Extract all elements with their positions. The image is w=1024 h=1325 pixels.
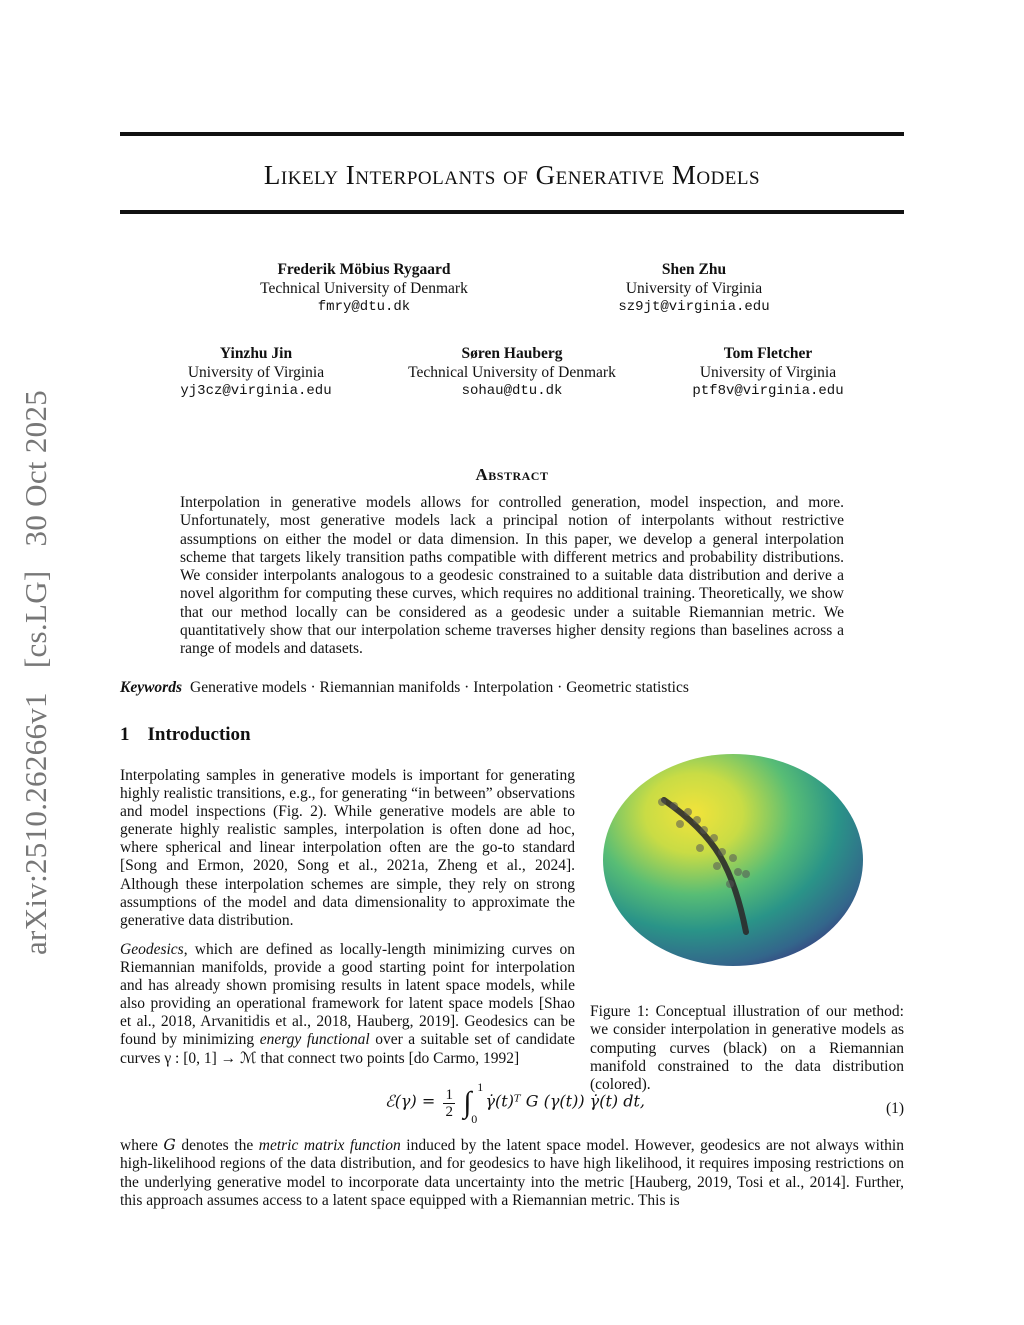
continuation-paragraph: where G denotes the metric matrix function induced by the latent space model. However, geodesics are not always within high-likelihood regions of the data distribution, and for geodesics to have high likelihood, it requires imposing restrictions on the underlying generative model to incorporate data uncertainty into the metric [Hauberg, 2019, Tosi et al., 2014]. Further, this approach assumes access to a latent space equipped with a Riemannian metric. This is: [120, 1136, 904, 1209]
author-email[interactable]: sz9jt@virginia.edu: [618, 299, 770, 315]
term-geodesics: Geodesics: [120, 941, 184, 958]
author-name: Shen Zhu: [661, 261, 727, 278]
author-email[interactable]: fmry@dtu.dk: [317, 299, 411, 315]
keywords-line: [120, 679, 904, 697]
figure-1-sphere: [602, 754, 864, 968]
author-email[interactable]: yj3cz@virginia.edu: [180, 383, 332, 399]
keywords-text: Generative models · Riemannian manifolds · Interpolation · Geometric statistics: [190, 679, 689, 696]
paper-title: Likely Interpolants of Generative Models: [263, 160, 761, 190]
author-name: Søren Hauberg: [461, 345, 563, 362]
author-name: Frederik Möbius Rygaard: [277, 261, 451, 278]
arxiv-date: 30 Oct 2025: [18, 389, 53, 547]
intro-paragraph-2: Geodesics, which are defined as locally-length minimizing curves on Riemannian manifolds, provide a good starting point for interpolation and has already shown promising results in latent space models, while also providing an operational framework for latent space models [Shao et al., 2018, Arvanitidis et al., 2018, Hauberg, 2019]. Geodesics can be found by minimizing energy functional over a suitable set of candidate curves γ : [0, 1] → ℳ that connect two points [do Carmo, 1992]: [120, 941, 575, 1067]
title-bottom-rule: [120, 210, 904, 214]
figure-1-caption: Figure 1: Conceptual illustration of our method: we consider interpolation in generative models as computing curves (black) on a Riemannian manifold constrained to the data distribution (colored).: [590, 1003, 904, 1094]
equation-integral: ∫ 1 0: [463, 1080, 484, 1126]
author-affiliation: University of Virginia: [699, 364, 837, 381]
author-block: [392, 344, 632, 401]
equation-1: [385, 1080, 645, 1126]
section-number: 1: [120, 724, 130, 745]
title-top-rule: [120, 132, 904, 136]
author-email[interactable]: ptf8v@virginia.edu: [692, 383, 844, 399]
author-block: [156, 344, 356, 401]
author-affiliation: Technical University of Denmark: [260, 280, 468, 297]
author-block: [234, 260, 494, 317]
author-affiliation: University of Virginia: [187, 364, 325, 381]
author-email[interactable]: sohau@dtu.dk: [461, 383, 563, 399]
term-energy-functional: energy functional: [259, 1031, 370, 1049]
abstract-text: Interpolation in generative models allows for controlled generation, model inspection, and more. Unfortunately, most generative models lack a principal notion of interpolants without restrictive assumptions on either the model or data dimension. In this paper, we develop a general interpolation scheme that targets likely transition paths compatible with different metrics and probability distributions. We consider interpolants analogous to a geodesic constrained to a suitable data distribution and derive a novel algorithm for computing these curves, which requires no additional training. Theoretically, we show that our method locally can be considered as a geodesic under a suitable Riemannian metric. We quantitatively show that our interpolation scheme traverses higher density regions than baselines across a range of models and datasets.: [180, 494, 844, 658]
equation-fraction: $\frac{1}{2}$: [443, 1087, 455, 1120]
section-title: Introduction: [147, 724, 251, 745]
author-name: Yinzhu Jin: [219, 345, 293, 362]
keywords-label: Keywords: [120, 679, 182, 696]
equation-lhs: ℰ(γ) =: [385, 1091, 436, 1111]
arxiv-sidebar-stamp: [18, 366, 54, 955]
intro-paragraph-1: Interpolating samples in generative models is important for generating highly realistic transitions, e.g., for generating “in between” observations and model inspections (Fig. 2). While generative models are able to generate highly realistic samples, interpolation is often done ad hoc, where spherical and linear interpolation often are the go-to standard [Song and Ermon, 2020, Song et al., 2021a, Zheng et al., 2024]. Although these interpolation schemes are simple, they rely on strong assumptions of the model and data dimensionality to approximate the generative data distribution.: [120, 767, 575, 929]
section-heading: [120, 724, 251, 746]
author-affiliation: University of Virginia: [625, 280, 763, 297]
arxiv-id: arXiv:2510.26266v1: [18, 692, 53, 955]
author-block: [668, 344, 868, 401]
author-block: [594, 260, 794, 317]
equation-number: (1): [886, 1100, 905, 1117]
arxiv-category: [cs.LG]: [18, 570, 53, 669]
term-metric-matrix-function: metric matrix function: [258, 1137, 401, 1154]
abstract-heading: Abstract: [475, 465, 549, 484]
equation-body: γ̇(t)ᵀ G (γ(t)) γ̇(t) dt,: [485, 1091, 645, 1111]
author-name: Tom Fletcher: [723, 345, 813, 362]
author-affiliation: Technical University of Denmark: [408, 364, 616, 381]
